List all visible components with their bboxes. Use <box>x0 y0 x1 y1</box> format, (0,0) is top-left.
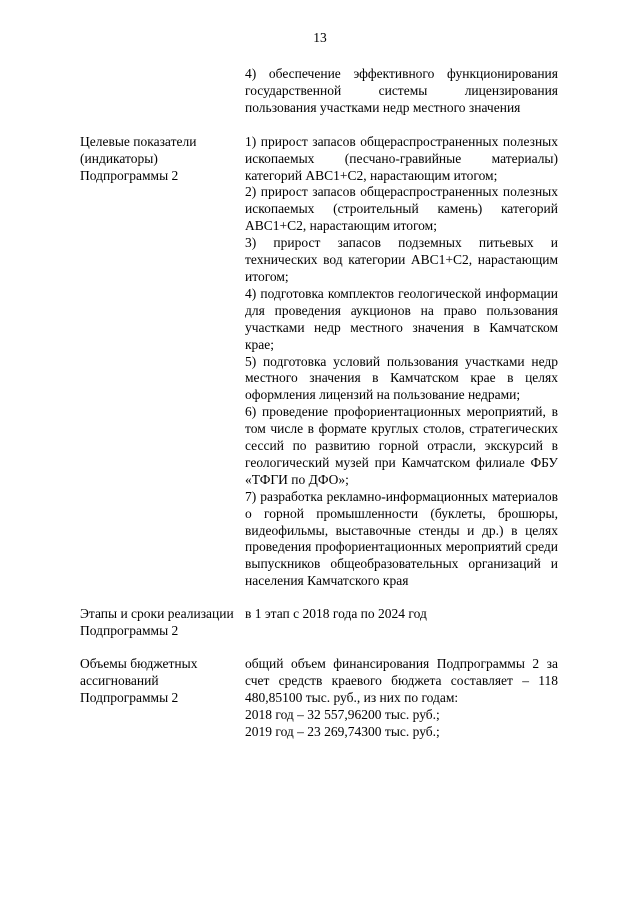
stages-text: в 1 этап с 2018 года по 2024 год <box>245 606 427 622</box>
row-content-target-indicators <box>245 134 558 590</box>
page-number: 13 <box>313 30 327 45</box>
indicator-item-2: 2) прирост запасов общераспространенных полезных ископаемых (строительный камень) категорий АВС1+С2, нарастающим итогом; <box>245 184 558 234</box>
row-stages-terms <box>80 606 560 640</box>
budget-year-2019: 2019 год – 23 269,74300 тыс. руб.; <box>245 723 440 739</box>
row-budget <box>80 656 560 741</box>
budget-total-text: общий объем финансирования Подпрограммы 2 за счет средств краевого бюджета составляет – 118 480,85100 тыс. руб., из них по годам: <box>245 656 558 705</box>
indicator-item-5: 5) подготовка условий пользования участками недр местного значения в Камчатском крае в целях оформления лицензий на пользование недрами; <box>245 353 558 403</box>
indicator-item-7: 7) разработка рекламно-информационных материалов о горной промышленности (буклеты, брошюры, видеофильмы, выставочные стенды и др.) в целях проведения профориентационных мероприятий среди выпускников общеобразовательных организаций и населения Камчатского края <box>245 488 558 589</box>
indicator-item-6: 6) проведение профориентационных мероприятий, в том числе в формате круглых столов, стратегических сессий по развитию горной отрасли, экскурсий в геологический музей при Камчатском филиале ФБУ «ТФГИ по ДФО»; <box>245 404 558 487</box>
row-label-target-indicators: Целевые показатели (индикаторы) Подпрограммы 2 <box>80 133 197 183</box>
row-label-stages-terms: Этапы и сроки реализации Подпрограммы 2 <box>80 606 234 639</box>
row-content-stages-terms <box>245 606 558 640</box>
row-content-objective-4 <box>245 66 558 117</box>
row-target-indicators <box>80 134 560 590</box>
indicator-item-1: 1) прирост запасов общераспространенных полезных ископаемых (песчано-гравийные материалы) категорий АВС1+С2, нарастающим итогом; <box>245 133 558 183</box>
indicator-item-4: 4) подготовка комплектов геологической информации для проведения аукционов на право пользования участками недр местного значения в Камчатском крае; <box>245 285 558 352</box>
row-content-budget <box>245 656 558 741</box>
row-label-budget: Объемы бюджетных ассигнований Подпрограммы 2 <box>80 656 198 705</box>
indicator-item-3: 3) прирост запасов подземных питьевых и технических вод категории АВС1+С2, нарастающим итогом; <box>245 235 558 284</box>
row-objective-4 <box>80 66 560 117</box>
row-label-empty <box>80 66 245 117</box>
passport-table <box>80 66 560 741</box>
budget-year-2018: 2018 год – 32 557,96200 тыс. руб.; <box>245 706 440 722</box>
objective-item-4: 4) обеспечение эффективного функционирования государственной системы лицензирования пользования участками недр местного значения <box>245 66 558 115</box>
